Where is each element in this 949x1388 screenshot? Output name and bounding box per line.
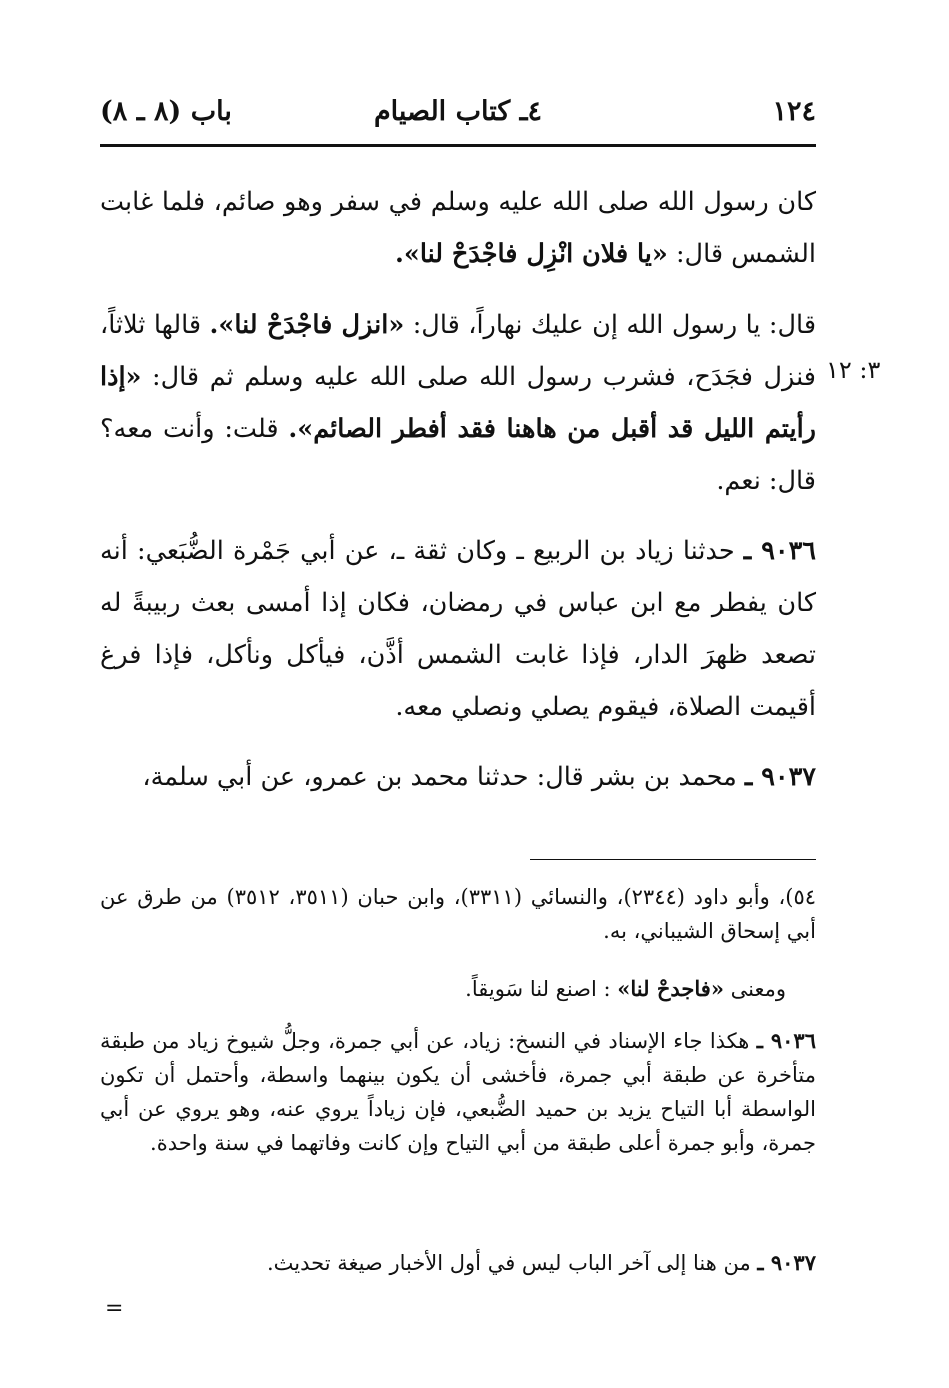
hadith-9036-number: ٩٠٣٦ ـ <box>743 536 816 566</box>
footnote-2-text-a: ومعنى <box>723 977 786 1001</box>
paragraph-2-text-b: قالها ثلاثاً، فنزل فجَدَح، فشرب رسول الله صلى الله عليه وسلم ثم قال: <box>100 310 816 392</box>
hadith-9037-text: محمد بن بشر قال: حدثنا محمد بن عمرو، عن أبي سلمة، <box>142 762 745 792</box>
footnote-3 <box>100 1024 816 1160</box>
footnote-4 <box>100 1246 816 1280</box>
footnote-2 <box>100 972 816 1006</box>
paragraph-1-quote: «يا فلان انْزِل فاجْدَحْ لنا». <box>395 239 668 269</box>
footnote-2-text-b: : اصنع لنا سَويقاً. <box>465 977 618 1001</box>
paragraph-1-text: كان رسول الله صلى الله عليه وسلم في سفر وهو صائم، فلما غابت الشمس قال: <box>100 187 816 269</box>
paragraph-2 <box>100 299 816 507</box>
hadith-9036 <box>100 525 816 733</box>
footnote-3-text: هكذا جاء الإسناد في النسخ: زياد، عن أبي جمرة، وجلُّ شيوخ زياد من طبقة متأخرة عن طبقة أبي جمرة، فأخشى أن يكون بينهما واسطة، وأحتمل أن تكون الواسطة أبا التياح يزيد بن حميد الضُّبعي، فإن زياداً يروي عنه، وهو يروي عن أبي جمرة، وأبو جمرة أعلى طبقة من أبي التياح وإن كانت وفاتهما في سنة واحدة. <box>100 1029 816 1155</box>
paragraph-1 <box>100 176 816 280</box>
continuation-mark: = <box>105 1296 124 1321</box>
paragraph-2-text-c: قلت: وأنت معه؟ قال: نعم. <box>100 414 816 496</box>
footnote-1: ٥٤)، وأبو داود (٢٣٤٤)، والنسائي (٣٣١١)، وابن حبان (٣٥١١، ٣٥١٢) من طرق عن أبي إسحاق الشيباني، به. <box>100 885 816 943</box>
paragraph-2-text-a: قال: يا رسول الله إن عليك نهاراً، قال: <box>404 310 817 340</box>
hadith-9037 <box>100 751 816 803</box>
footnote-4-number: ٩٠٣٧ ـ <box>757 1250 816 1275</box>
hadith-9037-number: ٩٠٣٧ ـ <box>744 762 816 792</box>
footnote-3-number: ٩٠٣٦ ـ <box>756 1028 816 1053</box>
margin-reference: ٣: ١٢ <box>826 356 881 384</box>
paragraph-2-quote-a: «انزل فاجْدَحْ لنا». <box>209 310 405 340</box>
book-title: ٤ـ كتاب الصيام <box>373 96 543 127</box>
footnote-2-term: «فاجدحْ لنا» <box>617 976 724 1001</box>
page-header <box>100 96 816 136</box>
header-rule <box>100 144 816 147</box>
page-number: ١٢٤ <box>772 96 816 127</box>
footnote-rule <box>530 859 816 860</box>
paragraph-2-quote-b: «إذا رأيتم الليل قد أقبل من هاهنا فقد أفطر الصائم». <box>100 362 817 444</box>
footnote-4-text: من هنا إلى آخر الباب ليس في أول الأخبار صيغة تحديث. <box>266 1251 758 1275</box>
chapter-reference: باب (٨ ـ ٨) <box>100 96 232 127</box>
hadith-9036-text: حدثنا زياد بن الربيع ـ وكان ثقة ـ، عن أبي جَمْرة الضُّبَعي: أنه كان يفطر مع ابن عباس في رمضان، فكان إذا أمسى بعث ربيبةً له تصعد ظهرَ الدار، فإذا غابت الشمس أذَّن، فيأكل ونأكل، فإذا فرغ أقيمت الصلاة، فيقوم يصلي ونصلي معه. <box>100 536 816 722</box>
